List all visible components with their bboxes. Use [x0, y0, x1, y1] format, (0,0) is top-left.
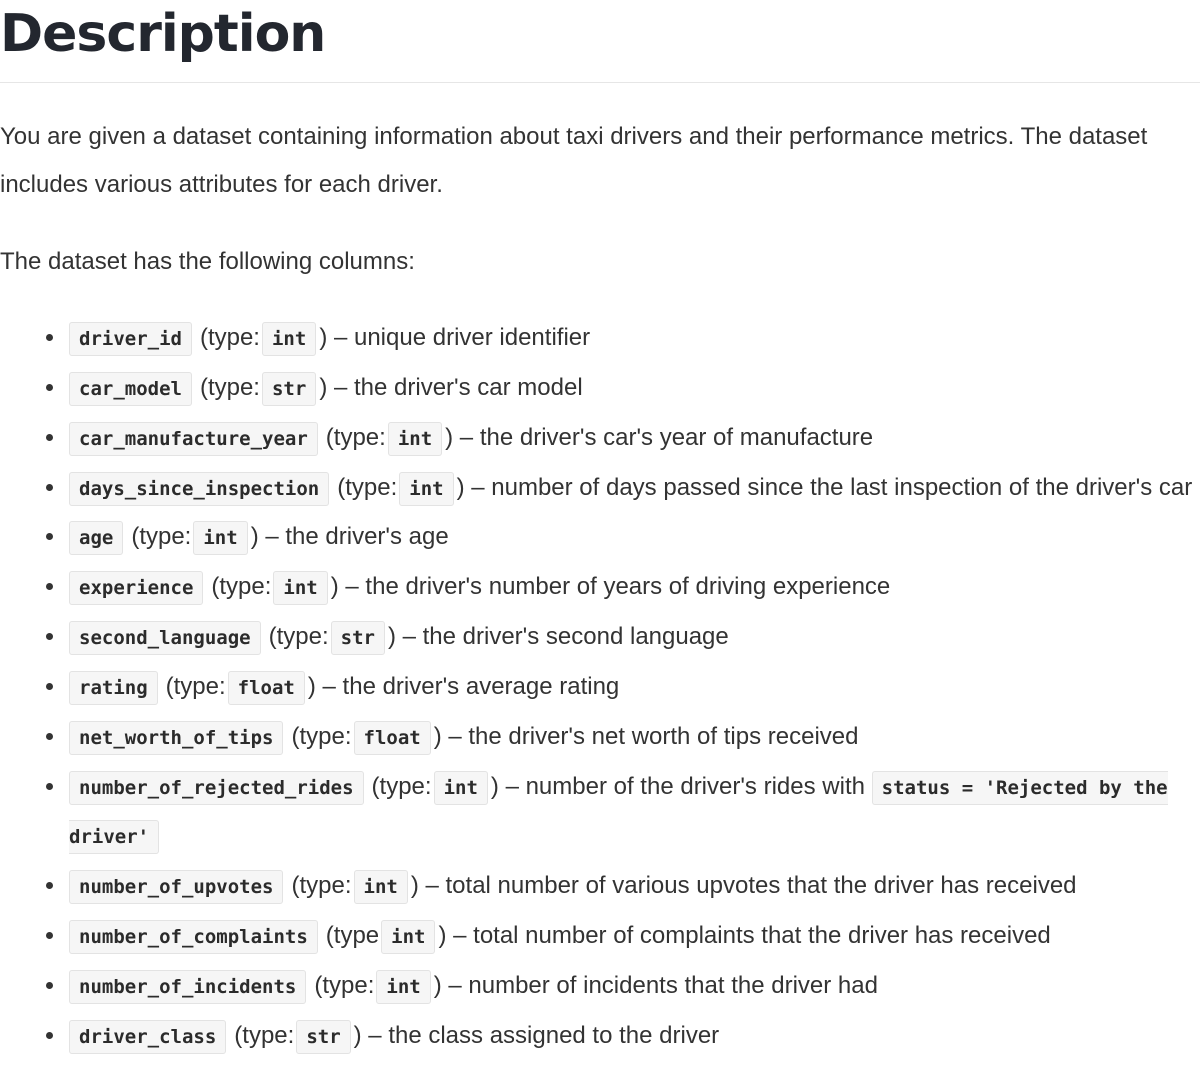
- type-label: (type:: [131, 523, 192, 551]
- type-label: (type:: [371, 772, 432, 800]
- column-item-car-manufacture-year: [0, 414, 1200, 464]
- bullet-icon: [46, 484, 53, 491]
- bullet-icon: [46, 1032, 53, 1039]
- column-item-number-of-complaints: [0, 912, 1200, 962]
- column-name-code: number_of_incidents: [69, 970, 306, 1004]
- column-description: ) – number of days passed since the last inspection of the driver's car: [456, 473, 1193, 501]
- type-label: (type:: [199, 324, 260, 351]
- type-label: (type:: [211, 573, 272, 601]
- column-description: ) – the driver's second language: [387, 623, 729, 651]
- column-item-days-since-inspection: [0, 464, 1200, 514]
- column-description: ) – the driver's average rating: [307, 672, 620, 700]
- type-label: (type:: [165, 672, 226, 700]
- bullet-icon: [46, 982, 53, 989]
- bullet-icon: [46, 683, 53, 690]
- column-name-code: rating: [69, 671, 158, 705]
- column-description: ) – the driver's net worth of tips received: [433, 722, 859, 750]
- type-label: (type:: [268, 623, 329, 651]
- column-description: ) – the driver's car model: [319, 373, 583, 401]
- column-description: ) – number of the driver's rides with: [490, 772, 865, 800]
- type-code: int: [388, 422, 442, 456]
- column-item-driver-id: [0, 314, 1200, 364]
- column-name-code: number_of_upvotes: [69, 870, 283, 904]
- title-divider: [0, 82, 1200, 83]
- type-label: (type:: [314, 971, 375, 999]
- column-item-net-worth-of-tips: [0, 713, 1200, 763]
- column-item-number-of-upvotes: [0, 862, 1200, 912]
- column-description: ) – number of incidents that the driver had: [433, 971, 878, 999]
- column-name-code: number_of_rejected_rides: [69, 771, 364, 805]
- type-code: int: [273, 571, 327, 605]
- column-description: ) – total number of various upvotes that the driver has received: [410, 872, 1077, 900]
- column-name-code: net_worth_of_tips: [69, 721, 283, 755]
- column-name-code: car_model: [69, 372, 192, 406]
- bullet-icon: [46, 384, 53, 391]
- type-code: int: [262, 322, 316, 356]
- column-name-code: age: [69, 521, 123, 555]
- bullet-icon: [46, 434, 53, 441]
- column-name-code: driver_id: [69, 322, 192, 356]
- column-item-number-of-rejected-rides: [0, 763, 1200, 863]
- type-code: str: [262, 372, 316, 406]
- column-name-code: number_of_complaints: [69, 920, 318, 954]
- type-label: (type: [325, 922, 380, 950]
- column-item-driver-class: [0, 1012, 1200, 1062]
- bullet-icon: [46, 633, 53, 640]
- column-item-experience: [0, 563, 1200, 613]
- bullet-icon: [46, 533, 53, 540]
- bullet-icon: [46, 932, 53, 939]
- type-code: int: [399, 472, 453, 506]
- column-item-age: [0, 513, 1200, 563]
- intro-paragraph: You are given a dataset containing information about taxi drivers and their performance metrics. The dataset includes various attributes for each driver.: [0, 123, 1148, 198]
- type-label: (type:: [234, 1021, 295, 1049]
- type-code: str: [331, 621, 385, 655]
- column-item-second-language: [0, 613, 1200, 663]
- column-name-code: days_since_inspection: [69, 472, 329, 506]
- type-code: float: [228, 671, 305, 705]
- type-code: int: [434, 771, 488, 805]
- type-label: (type:: [337, 473, 398, 501]
- type-code: str: [296, 1020, 350, 1054]
- type-code: int: [376, 970, 430, 1004]
- bullet-icon: [46, 733, 53, 740]
- column-description: ) – the driver's number of years of driving experience: [330, 573, 891, 601]
- type-label: (type:: [199, 373, 260, 401]
- bullet-icon: [46, 334, 53, 341]
- bullet-icon: [46, 882, 53, 889]
- type-label: (type:: [325, 423, 386, 451]
- columns-intro: The dataset has the following columns:: [0, 248, 415, 275]
- type-code: int: [381, 920, 435, 954]
- type-code: float: [354, 721, 431, 755]
- column-description: ) – the driver's car's year of manufacture: [445, 423, 874, 451]
- column-description: ) – unique driver identifier: [319, 324, 591, 351]
- column-name-code: second_language: [69, 621, 261, 655]
- status-value-code: status = 'Rejected by the driver': [69, 771, 1168, 855]
- column-description: ) – the class assigned to the driver: [353, 1021, 720, 1049]
- column-item-rating: [0, 663, 1200, 713]
- column-description: ) – total number of complaints that the driver has received: [438, 922, 1051, 950]
- bullet-icon: [46, 583, 53, 590]
- column-name-code: driver_class: [69, 1020, 226, 1054]
- type-label: (type:: [291, 722, 352, 750]
- type-code: int: [193, 521, 247, 555]
- column-name-code: car_manufacture_year: [69, 422, 318, 456]
- column-name-code: experience: [69, 571, 203, 605]
- column-item-car-model: [0, 364, 1200, 414]
- column-list: [0, 314, 1200, 1062]
- type-code: int: [354, 870, 408, 904]
- bullet-icon: [46, 783, 53, 790]
- column-item-number-of-incidents: [0, 962, 1200, 1012]
- type-label: (type:: [291, 872, 352, 900]
- page-title: Description: [0, 4, 326, 64]
- column-description: ) – the driver's age: [250, 523, 449, 551]
